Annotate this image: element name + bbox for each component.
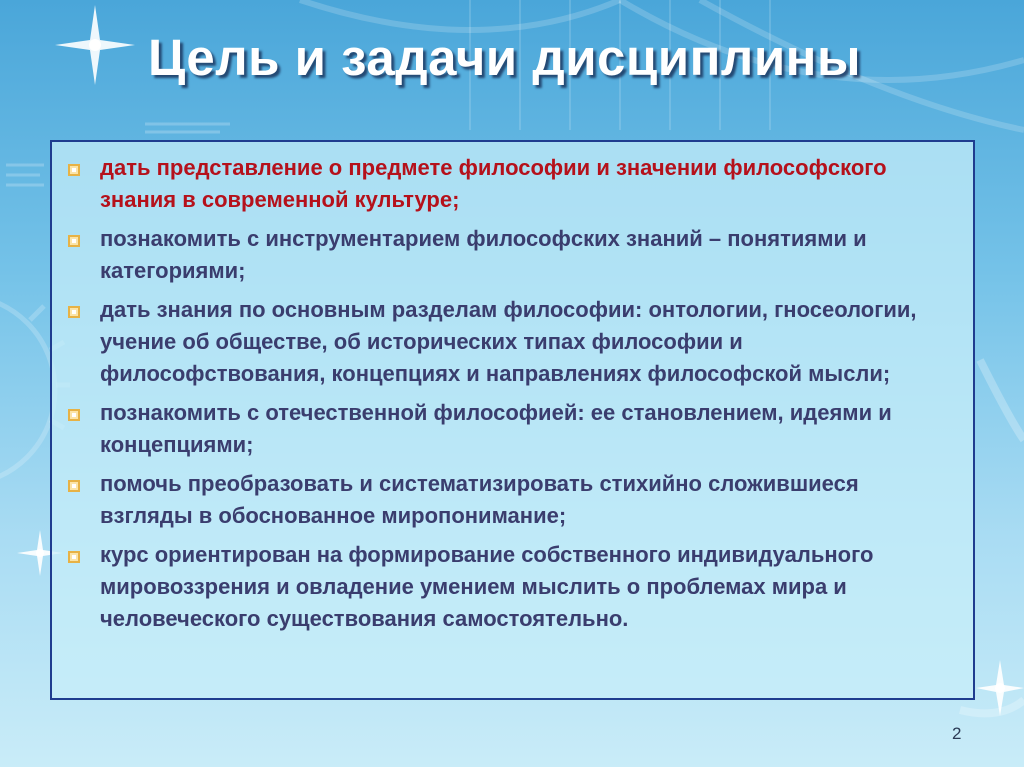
bullet-text: дать представление о предмете философии и значении философского знания в современной культуре;	[100, 155, 887, 212]
square-bullet-icon	[68, 235, 80, 247]
list-item	[52, 468, 973, 532]
square-bullet-icon	[68, 409, 80, 421]
list-item	[52, 152, 973, 216]
square-bullet-icon	[68, 480, 80, 492]
square-bullet-icon	[68, 306, 80, 318]
slide-title: Цель и задачи дисциплины	[148, 29, 862, 86]
bullet-text: дать знания по основным разделам философии: онтологии, гносеологии, учение об обществе, об исторических типах философии и философствования, концепциях и направлениях философской мысли;	[100, 297, 917, 386]
square-bullet-icon	[68, 164, 80, 176]
bullet-text: познакомить с отечественной философией: ее становлением, идеями и концепциями;	[100, 400, 892, 457]
list-item	[52, 397, 973, 461]
list-item	[52, 294, 973, 390]
bullet-text: познакомить с инструментарием философских знаний – понятиями и категориями;	[100, 226, 867, 283]
sparkle-star-icon	[55, 5, 135, 85]
bullet-text: курс ориентирован на формирование собственного индивидуального мировоззрения и овладение умением мыслить о проблемах мира и человеческого существования самостоятельно.	[100, 542, 874, 631]
bullet-list	[52, 152, 973, 642]
square-bullet-icon	[68, 551, 80, 563]
list-item	[52, 223, 973, 287]
list-item	[52, 539, 973, 635]
page-number: 2	[952, 724, 962, 743]
content-box	[50, 140, 975, 700]
bullet-text: помочь преобразовать и систематизировать стихийно сложившиеся взгляды в обоснованное миропонимание;	[100, 471, 859, 528]
